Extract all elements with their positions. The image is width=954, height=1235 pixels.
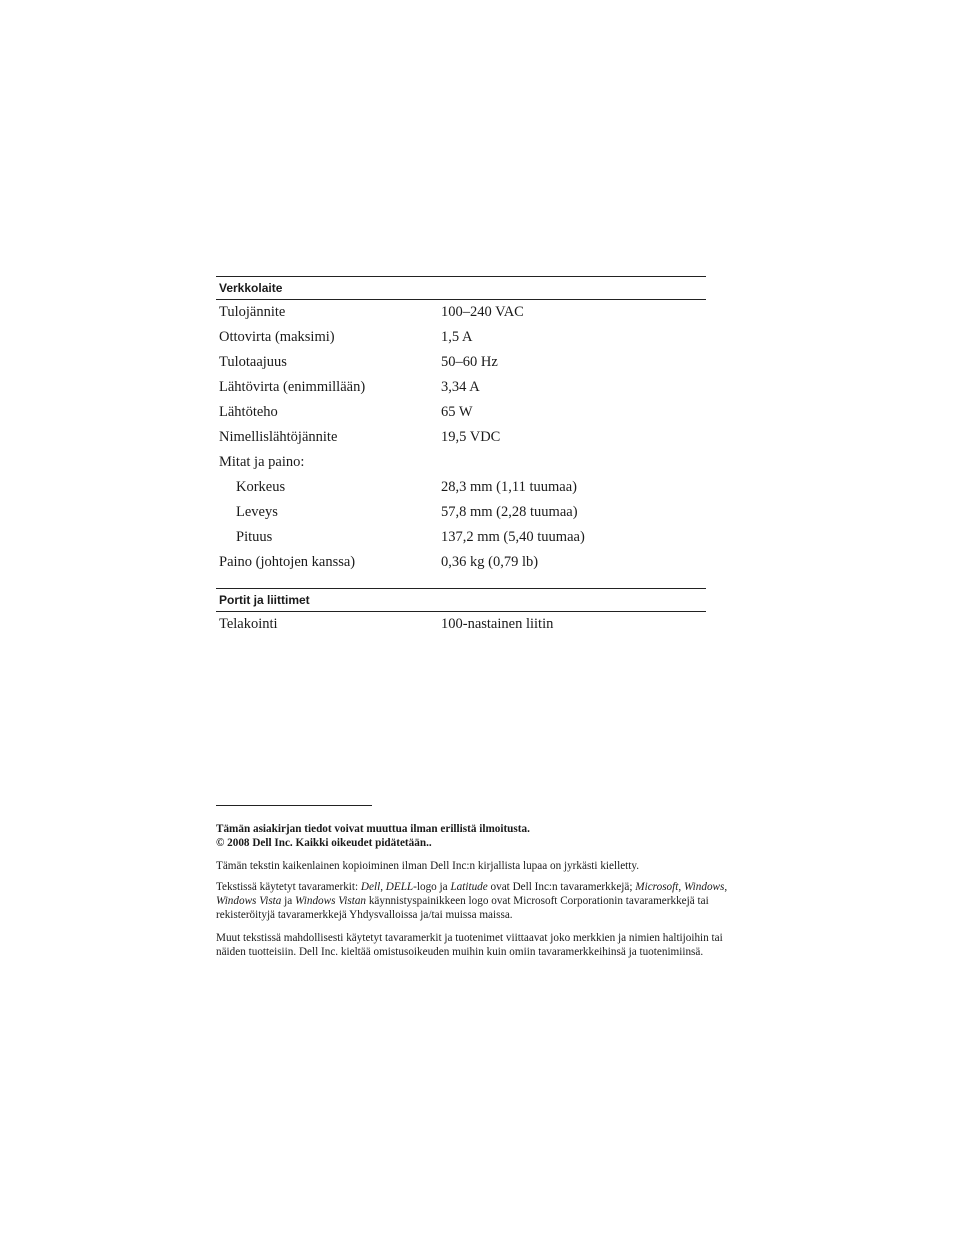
spec-label: Tulotaajuus xyxy=(219,354,287,370)
spec-row xyxy=(216,475,706,500)
tm-dell-logo: DELL xyxy=(385,881,414,893)
spec-value: 100–240 VAC xyxy=(441,304,524,320)
spec-value: 1,5 A xyxy=(441,329,473,345)
spec-value: 65 W xyxy=(441,404,473,420)
tm-text: ovat Dell Inc:n tavaramerkkejä; xyxy=(487,881,636,893)
spec-label: Ottovirta (maksimi) xyxy=(219,329,335,345)
power-adapter-section xyxy=(216,276,706,575)
reproduction-notice xyxy=(216,859,746,873)
trademarks-notice xyxy=(216,880,746,923)
spec-label: Nimellislähtöjännite xyxy=(219,429,338,445)
spec-row xyxy=(216,525,706,550)
spec-value: 19,5 VDC xyxy=(441,429,501,445)
section-title-ports: Portit ja liittimet xyxy=(216,588,706,612)
tm-text: , xyxy=(724,881,728,893)
change-notice: Tämän asiakirjan tiedot voivat muuttua ilman erillistä ilmoitusta. xyxy=(216,823,530,835)
spec-label: Paino (johtojen kanssa) xyxy=(219,554,356,570)
other-trademarks-notice xyxy=(216,931,746,959)
tm-text: -logo ja xyxy=(413,881,451,893)
spec-row xyxy=(216,550,706,575)
spec-row xyxy=(216,450,706,475)
tm-windows-vistan: Windows Vistan xyxy=(295,895,367,908)
spec-value: 50–60 Hz xyxy=(441,354,498,370)
tm-windows: Windows xyxy=(683,881,725,893)
trademarks-text xyxy=(216,880,746,923)
tm-windows-vista: Windows Vista xyxy=(216,895,282,908)
spec-label: Lähtöteho xyxy=(219,404,278,420)
footnote-divider xyxy=(216,805,372,806)
spec-row xyxy=(216,375,706,400)
spec-row xyxy=(216,350,706,375)
spec-label: Korkeus xyxy=(236,479,286,495)
tm-text: ja xyxy=(281,895,296,908)
spec-row xyxy=(216,425,706,450)
spec-row xyxy=(216,612,706,637)
tm-text: , xyxy=(678,881,684,893)
spec-label: Mitat ja paino: xyxy=(219,454,305,470)
spec-value: 57,8 mm (2,28 tuumaa) xyxy=(441,504,578,520)
tm-text: Tekstissä käytetyt tavaramerkit: xyxy=(216,881,361,893)
spec-row xyxy=(216,325,706,350)
spec-label: Lähtövirta (enimmillään) xyxy=(219,379,366,395)
other-trademarks-text: Muut tekstissä mahdollisesti käytetyt tavaramerkit ja tuotenimet viittaavat joko merkkien ja nimien haltijoihin tai näiden tuotteisiin. Dell Inc. kieltää omistusoikeuden muihin kuin omiin tavaramerkkeihinsä ja tuotenimiinsä. xyxy=(216,932,723,959)
spec-label: Leveys xyxy=(236,504,278,520)
spec-label: Pituus xyxy=(236,529,273,545)
reproduction-text: Tämän tekstin kaikenlainen kopioiminen ilman Dell Inc:n kirjallista lupaa on jyrkästi kielletty. xyxy=(216,860,640,872)
spec-value: 137,2 mm (5,40 tuumaa) xyxy=(441,529,585,545)
spec-value: 3,34 A xyxy=(441,379,480,395)
copyright-line: © 2008 Dell Inc. Kaikki oikeudet pidätetään.. xyxy=(216,837,432,850)
spec-row xyxy=(216,500,706,525)
spec-label: Tulojännite xyxy=(219,304,286,320)
tm-text: , xyxy=(380,881,386,893)
spec-row xyxy=(216,400,706,425)
spec-value: 28,3 mm (1,11 tuumaa) xyxy=(441,479,577,495)
tm-latitude: Latitude xyxy=(450,881,488,893)
tm-dell: Dell xyxy=(360,881,381,893)
spec-value: 100-nastainen liitin xyxy=(441,616,554,632)
legal-notice-block xyxy=(216,822,746,850)
section-title-power-adapter: Verkkolaite xyxy=(216,276,706,300)
spec-label: Telakointi xyxy=(219,616,278,632)
tm-microsoft: Microsoft xyxy=(635,881,679,893)
tm-text: käynnistyspainikkeen logo ovat Microsoft Corporationin tavaramerkkejä tai rekisteröityjä tavaramerkkejä Yhdysvalloissa ja/tai muissa maissa. xyxy=(216,895,709,922)
ports-section xyxy=(216,588,706,637)
spec-row xyxy=(216,300,706,325)
spec-value: 0,36 kg (0,79 lb) xyxy=(441,554,539,570)
